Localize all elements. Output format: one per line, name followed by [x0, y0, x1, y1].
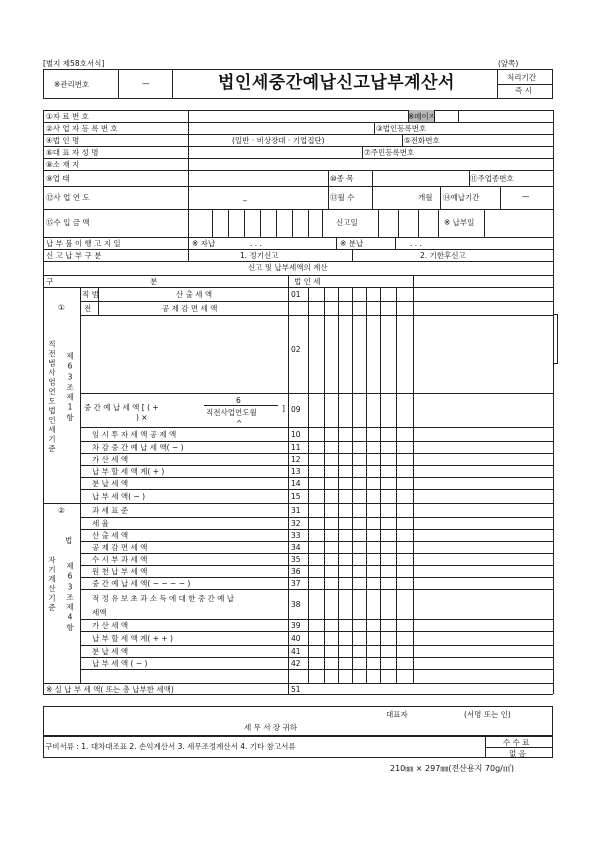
code-32: 32	[291, 519, 301, 528]
section2-num: ②	[58, 506, 65, 515]
formula-multiply: ) ×	[136, 413, 148, 422]
field-revenue: ⑮수 입 금 액	[46, 218, 90, 227]
office-label: 세 무 서 장 귀하	[244, 723, 298, 732]
report-type-regular: 1. 정기신고	[240, 251, 279, 260]
field-business-type: ⑨업 태	[46, 174, 70, 183]
item-10-label: 임 시 투 자 세 액 공 제 액	[92, 430, 177, 439]
binding-mark	[553, 314, 558, 364]
code-13: 13	[291, 467, 301, 476]
item-35-label: 수 시 부 과 세 액	[92, 555, 148, 564]
formula-denominator: 직전사업연도월	[206, 408, 257, 417]
section1-label: 직전법사업연도법인세기준	[47, 340, 57, 454]
code-37: 37	[291, 579, 301, 588]
code-31: 31	[291, 506, 301, 515]
code-02: 02	[291, 345, 301, 354]
code-14: 14	[291, 479, 301, 488]
section1-left-b: 전	[84, 304, 92, 313]
code-09: 09	[291, 405, 301, 414]
installment: ※ 분납	[340, 239, 364, 248]
field-corp-reg-no: ③법인등록번호	[376, 124, 427, 133]
code-10: 10	[291, 430, 301, 439]
rep-label: 대표자	[386, 710, 408, 719]
field-months: ⑬월 수	[330, 193, 355, 202]
self-pay-date: . . .	[250, 239, 262, 248]
item-42-label: 납 부 세 액 ( − )	[92, 659, 148, 668]
fiscal-dash: _	[243, 192, 247, 201]
field-item: ⑩종 목	[330, 174, 354, 183]
month-unit: 개월	[418, 193, 433, 202]
section2-law-b: 제63조제4항	[65, 562, 75, 633]
item-39-label: 가 산 세 액	[92, 621, 129, 630]
item-37-label: 중 간 예 납 세 액( − − − − )	[92, 579, 191, 588]
item-34-label: 공 제 감 면 세 액	[92, 543, 148, 552]
field-industry-code: ⑪주업종번호	[470, 174, 514, 183]
field-fiscal-year: ⑫사 업 연 도	[46, 193, 90, 202]
field-report-date: 신고일	[336, 218, 358, 227]
code-01: 01	[291, 290, 301, 299]
field-address: ⑧소 재 지	[46, 160, 80, 169]
formula-prefix: 중 간 예 납 세 액 [ ( +	[84, 403, 159, 412]
corp-type: (일반 · 비상장대 · 기업집단)	[232, 136, 325, 145]
field-unpaid-notice: 납 부 불 이 행 고 지 일	[46, 239, 121, 248]
mgmt-no-label: ※관리번호	[54, 80, 90, 89]
item-31-label: 과 세 표 준	[92, 506, 129, 515]
item-14-label: 분 납 세 액	[92, 479, 129, 488]
section1-num: ①	[58, 303, 65, 312]
item-32-label: 세 율	[92, 519, 109, 528]
item-deduct-label: 공 제 감 면 세 액	[162, 304, 218, 313]
field-biz-reg-no: ②사 업 자 등 록 번 호	[46, 124, 118, 133]
section1-law: 제63조제1항	[65, 352, 75, 423]
code-51: 51	[291, 685, 301, 694]
field-resident-no: ⑦주민등록번호	[364, 148, 415, 157]
fee-label: 수 수 료	[503, 738, 530, 747]
code-38: 38	[291, 600, 301, 609]
code-36: 36	[291, 567, 301, 576]
code-33: 33	[291, 531, 301, 540]
item-38-label-b: 세액	[92, 608, 107, 617]
code-12: 12	[291, 455, 301, 464]
field-ceo-name: ⑥대 표 자 성 명	[46, 148, 99, 157]
field-phone: ⑤전화번호	[404, 136, 440, 145]
code-15: 15	[291, 492, 301, 501]
side-mark: (앞쪽)	[498, 59, 519, 68]
field-page: ※페이지	[408, 112, 437, 121]
calc-title: 신고 및 납부세액의 계산	[248, 263, 328, 272]
field-prepay-period: ⑭예납기간	[443, 193, 480, 202]
item-33-label: 산 출 세 액	[92, 531, 129, 540]
form-title: 법인세중간예납신고납부계산서	[218, 73, 455, 93]
code-42: 42	[291, 659, 301, 668]
item-12-label: 가 산 세 액	[92, 455, 129, 464]
col-category-g: 구	[46, 277, 54, 286]
mgmt-no-value: —	[142, 79, 150, 88]
item-01-label: 산 출 세 액	[176, 290, 213, 299]
installment-date: . . .	[410, 239, 422, 248]
col-amount: 법 인 세	[294, 277, 321, 286]
sign-label: (서명 또는 인)	[464, 710, 511, 719]
code-41: 41	[291, 647, 301, 656]
item-40-label: 납 부 할 세 액 계( + + )	[92, 634, 173, 643]
field-corp-name: ④법 인 명	[46, 136, 80, 145]
section2-law-a: 법	[65, 536, 73, 545]
attachment-list: 구비서류 : 1. 대차대조표 2. 손익계산서 3. 세무조정계산서 4. 기타 참고서류	[45, 742, 296, 751]
item-36-label: 원 천 납 부 세 액	[92, 567, 148, 576]
total-row-label: ※ 실 납 부 세 액( 또는 총 납부한 세액)	[46, 685, 174, 694]
item-41-label: 분 납 세 액	[92, 647, 129, 656]
item-15-label: 납 부 세 액( − )	[92, 492, 146, 501]
form-number: [별지 제58호서식]	[43, 59, 105, 68]
code-35: 35	[291, 555, 301, 564]
report-type-late: 2. 기한후신고	[420, 251, 466, 260]
field-pay-date: ※ 납부일	[444, 218, 475, 227]
formula-arrow: ^	[236, 419, 243, 428]
field-report-type: 신 고 납 부 구 분	[46, 251, 102, 260]
section2-label: 자기계산기준	[47, 556, 57, 613]
field-record-no: ①자 료 번 호	[46, 112, 89, 121]
formula-numerator: 6	[236, 396, 241, 405]
section1-left-a: 직 범	[82, 290, 99, 299]
fee-value: 없 음	[509, 749, 526, 758]
item-38-label-a: 적 정 유 보 초 과 소 득 에 대 한 중 간 예 납	[92, 594, 235, 603]
code-34: 34	[291, 543, 301, 552]
paper-spec: 210㎜ × 297㎜(전산용지 70g/㎡)	[390, 764, 514, 773]
period-value: 즉 시	[515, 86, 532, 95]
period-label: 처리기간	[507, 73, 536, 82]
self-pay: ※ 자납	[192, 239, 216, 248]
code-11: 11	[291, 443, 301, 452]
item-13-label: 납 부 할 세 액 계( + )	[92, 467, 165, 476]
code-40: 40	[291, 634, 301, 643]
formula-close: ]	[282, 404, 285, 413]
item-11-label: 차 감 중 간 예 납 세 액( − )	[92, 443, 184, 452]
code-39: 39	[291, 621, 301, 630]
col-category-b: 분	[150, 277, 158, 286]
prepay-dash: —	[522, 192, 530, 201]
